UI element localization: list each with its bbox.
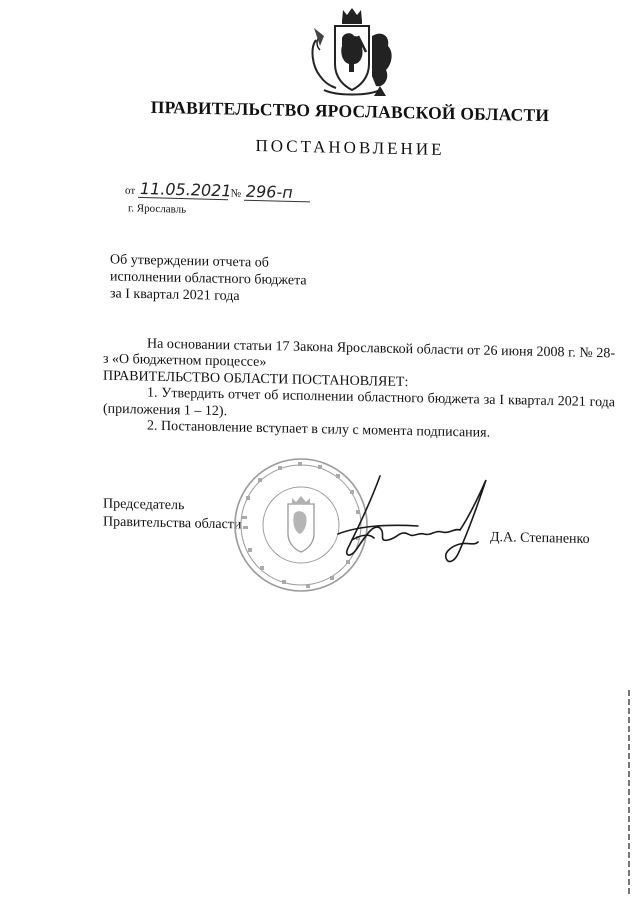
document-subject: [110, 251, 360, 307]
date-number-row: [125, 178, 310, 203]
basis-paragraph: На основании статьи 17 Закона Ярославской области от 26 июня 2008 г. № 28-з «О бюджетном процессе»: [103, 336, 615, 371]
number-prefix: №: [230, 187, 242, 200]
subject-line: за I квартал 2021 года: [110, 286, 240, 305]
coat-of-arms-emblem: [302, 6, 402, 98]
subject-line: исполнении областного бюджета: [110, 269, 307, 289]
document-type: ПОСТАНОВЛЕНИЕ: [255, 136, 445, 159]
signer-role-line: Председатель: [103, 496, 185, 514]
item-1: 1. Утвердить отчет об исполнении областного бюджета за I квартал 2021 года (приложения 1 – 12).: [103, 385, 615, 419]
decree-line: ПРАВИТЕЛЬСТВО ОБЛАСТИ ПОСТАНОВЛЯЕТ:: [103, 368, 409, 390]
scan-margin-mark: [628, 690, 630, 895]
document-city: г. Ярославль: [128, 202, 187, 216]
signer-name: Д.А. Степаненко: [490, 529, 590, 548]
handwritten-signature: [328, 468, 498, 578]
document-number: 296-п: [244, 184, 310, 203]
item-2: 2. Постановление вступает в силу с момента подписания.: [147, 418, 491, 441]
document-date: 11.05.2021: [139, 178, 232, 201]
date-prefix: от: [125, 184, 136, 197]
government-title: ПРАВИТЕЛЬСТВО ЯРОСЛАВСКОЙ ОБЛАСТИ: [150, 96, 550, 126]
subject-line: Об утверждении отчета об: [110, 252, 269, 271]
signer-role: [103, 496, 241, 535]
signer-role-line: Правительства области: [103, 514, 242, 533]
document-body: [103, 336, 615, 445]
